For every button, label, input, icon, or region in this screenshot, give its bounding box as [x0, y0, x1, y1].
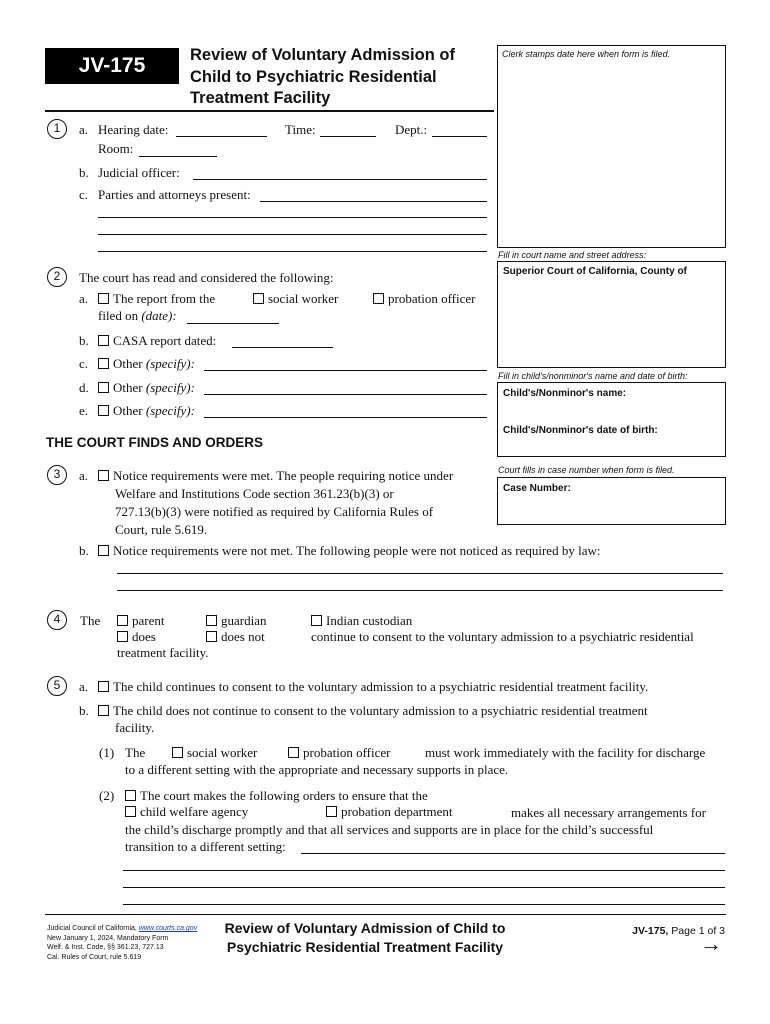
form-id: JV-175: [78, 54, 146, 77]
footer-title-line: Psychiatric Residential Treatment Facility: [226, 939, 504, 955]
rules-citation: Cal. Rules of Court, rule 5.619: [47, 953, 142, 961]
case-number-box[interactable]: [497, 477, 726, 525]
footer-title-line: Review of Voluntary Admission of Child to: [224, 920, 506, 936]
child-name-label: Child's/Nonminor's name:: [503, 388, 627, 399]
item-number-2: 2: [47, 267, 67, 287]
report-from-option[interactable]: The report from the: [98, 291, 215, 307]
item2-e-letter: e.: [79, 403, 89, 418]
item3-a-letter: a.: [79, 468, 89, 483]
not-continue-consent-option[interactable]: The child does not continue to consent to the voluntary admission to a psychiatric residential treatment facility.: [98, 703, 648, 736]
guardian-option[interactable]: guardian: [206, 613, 266, 629]
social-worker-option[interactable]: social worker: [253, 291, 338, 307]
item5-sub1-line2: to a different setting with the appropriate and necessary supports in place.: [125, 762, 509, 777]
other-c-field[interactable]: [204, 370, 487, 371]
sub2-orders-option[interactable]: The court makes the following orders to ensure that the: [125, 788, 428, 804]
filed-on-label: filed on (date):: [98, 308, 177, 323]
sub2-cwa-option[interactable]: child welfare agency: [125, 804, 248, 820]
indian-custodian-checkbox[interactable]: [311, 615, 322, 626]
parties-line[interactable]: [98, 217, 487, 218]
not-noticed-line[interactable]: [117, 573, 723, 574]
title-line: Treatment Facility: [190, 89, 331, 107]
transition-line[interactable]: [123, 887, 725, 888]
item1-c-letter: c.: [79, 187, 89, 202]
guardian-checkbox[interactable]: [206, 615, 217, 626]
item5-sub1-must: must work immediately with the facility for discharge: [425, 745, 706, 760]
notice-met-checkbox[interactable]: [98, 470, 109, 481]
clerk-note: Clerk stamps date here when form is filed.: [502, 49, 671, 59]
item4-continue: continue to consent to the voluntary admission to a psychiatric residential: [311, 629, 694, 644]
other-d-field[interactable]: [204, 394, 487, 395]
case-number-label: Case Number:: [503, 483, 571, 494]
continues-consent-checkbox[interactable]: [98, 681, 109, 692]
courts-link[interactable]: www.courts.ca.gov: [138, 925, 198, 932]
item4-the: The: [80, 613, 101, 628]
parties-line[interactable]: [98, 251, 487, 252]
casa-option[interactable]: CASA report dated:: [98, 333, 216, 349]
judicial-officer-label: Judicial officer:: [98, 165, 180, 180]
item2-c-letter: c.: [79, 356, 89, 371]
form-ref: JV-175,: [632, 925, 669, 937]
child-box[interactable]: [497, 382, 726, 457]
title-line: Child to Psychiatric Residential: [190, 67, 437, 86]
dept-field[interactable]: [432, 136, 487, 137]
casa-date-field[interactable]: [232, 347, 333, 348]
child-note: Fill in child's/nonminor's name and date of birth:: [498, 371, 688, 381]
room-field[interactable]: [139, 156, 217, 157]
probation-officer-checkbox[interactable]: [373, 293, 384, 304]
footer-title: [220, 919, 510, 957]
case-note: Court fills in case number when form is filed.: [498, 465, 675, 475]
item-number-4: 4: [47, 610, 67, 630]
sub2-prob-dept-option[interactable]: probation department: [326, 804, 453, 820]
item-number-3: 3: [47, 465, 67, 485]
notice-not-met-option[interactable]: Notice requirements were not met. The following people were not noticed as required by law:: [98, 543, 600, 559]
item2-intro: The court has read and considered the following:: [79, 270, 334, 285]
notice-met-option[interactable]: Notice requirements were met. The people requiring notice under Welfare and Institutions Code section 361.23(b)(3) or 727.13(b)(3) were notified as required by California Rules of Court, rule 5.619.: [98, 468, 453, 538]
parties-line[interactable]: [98, 234, 487, 235]
report-from-checkbox[interactable]: [98, 293, 109, 304]
code-citation: Welf. & Inst. Code, §§ 361.23, 727.13: [47, 944, 164, 951]
sub1-probation-officer-option[interactable]: probation officer: [288, 745, 390, 761]
continues-consent-option[interactable]: The child continues to consent to the voluntary admission to a psychiatric residential treatment facility.: [98, 679, 648, 695]
page-number: Page 1 of 3: [671, 925, 725, 937]
item-number-1: 1: [47, 119, 67, 139]
court-name: Superior Court of California, County of: [503, 266, 687, 277]
transition-line[interactable]: [123, 904, 725, 905]
item2-a-letter: a.: [79, 291, 89, 306]
item5-a-letter: a.: [79, 679, 89, 694]
item5-sub2-makes: makes all necessary arrangements for: [511, 805, 706, 820]
form-title: [190, 45, 455, 110]
hearing-date-label: Hearing date:: [98, 122, 169, 137]
other-c-option[interactable]: Other (specify):: [98, 356, 195, 372]
does-option[interactable]: does: [117, 629, 156, 645]
item1-a-letter: a.: [79, 122, 89, 137]
transition-field[interactable]: [301, 853, 725, 854]
footer-citation: [47, 924, 197, 962]
header-rule: [45, 110, 494, 112]
parent-option[interactable]: parent: [117, 613, 164, 629]
sub1-probation-officer-checkbox[interactable]: [288, 747, 299, 758]
council-name: Judicial Council of California,: [47, 925, 137, 932]
item5-sub2-line4: transition to a different setting:: [125, 839, 286, 854]
room-label: Room:: [98, 141, 134, 156]
item5-sub1-the: The: [125, 745, 146, 760]
sub1-social-worker-checkbox[interactable]: [172, 747, 183, 758]
sub2-cwa-checkbox[interactable]: [125, 806, 136, 817]
other-e-field[interactable]: [204, 417, 487, 418]
sub2-prob-dept-checkbox[interactable]: [326, 806, 337, 817]
transition-line[interactable]: [123, 870, 725, 871]
new-date: New January 1, 2024, Mandatory Form: [47, 934, 169, 942]
indian-custodian-option[interactable]: Indian custodian: [311, 613, 412, 629]
item2-d-letter: d.: [79, 380, 89, 395]
form-id-badge: [45, 48, 179, 84]
court-name-note: Fill in court name and street address:: [498, 250, 647, 260]
does-not-checkbox[interactable]: [206, 631, 217, 642]
not-continue-consent-checkbox[interactable]: [98, 705, 109, 716]
item5-b-letter: b.: [79, 703, 89, 718]
footer-rule: [45, 914, 726, 915]
sub1-social-worker-option[interactable]: social worker: [172, 745, 257, 761]
probation-officer-option[interactable]: probation officer: [373, 291, 475, 307]
child-dob-label: Child's/Nonminor's date of birth:: [503, 425, 658, 436]
item2-b-letter: b.: [79, 333, 89, 348]
item5-sub2-number: (2): [99, 788, 115, 803]
hearing-date-field[interactable]: [176, 136, 267, 137]
sub2-orders-checkbox[interactable]: [125, 790, 136, 801]
not-noticed-line[interactable]: [117, 590, 723, 591]
parent-checkbox[interactable]: [117, 615, 128, 626]
item5-sub2-line3: the child’s discharge promptly and that all services and supports are in place for the child’s successful: [125, 822, 654, 837]
clerk-stamp-box: [497, 45, 726, 248]
next-page-arrow-icon[interactable]: →: [700, 931, 722, 956]
court-name-box[interactable]: [497, 261, 726, 368]
item3-b-letter: b.: [79, 543, 89, 558]
item4-facility: treatment facility.: [117, 645, 209, 660]
item-number-5: 5: [47, 676, 67, 696]
other-e-checkbox[interactable]: [98, 405, 109, 416]
item1-b-letter: b.: [79, 165, 89, 180]
parties-field[interactable]: [260, 201, 487, 202]
social-worker-checkbox[interactable]: [253, 293, 264, 304]
title-line: Review of Voluntary Admission of: [190, 46, 455, 64]
other-e-option[interactable]: Other (specify):: [98, 403, 195, 419]
other-d-checkbox[interactable]: [98, 382, 109, 393]
judicial-officer-field[interactable]: [193, 179, 487, 180]
filed-on-date-field[interactable]: [187, 323, 279, 324]
dept-label: Dept.:: [395, 122, 428, 137]
does-not-option[interactable]: does not: [206, 629, 265, 645]
time-field[interactable]: [320, 136, 376, 137]
other-c-checkbox[interactable]: [98, 358, 109, 369]
time-label: Time:: [285, 122, 316, 137]
other-d-option[interactable]: Other (specify):: [98, 380, 195, 396]
section-heading: THE COURT FINDS AND ORDERS: [46, 435, 264, 450]
does-checkbox[interactable]: [117, 631, 128, 642]
notice-not-met-checkbox[interactable]: [98, 545, 109, 556]
item5-sub1-number: (1): [99, 745, 115, 760]
casa-checkbox[interactable]: [98, 335, 109, 346]
parties-label: Parties and attorneys present:: [98, 187, 251, 202]
